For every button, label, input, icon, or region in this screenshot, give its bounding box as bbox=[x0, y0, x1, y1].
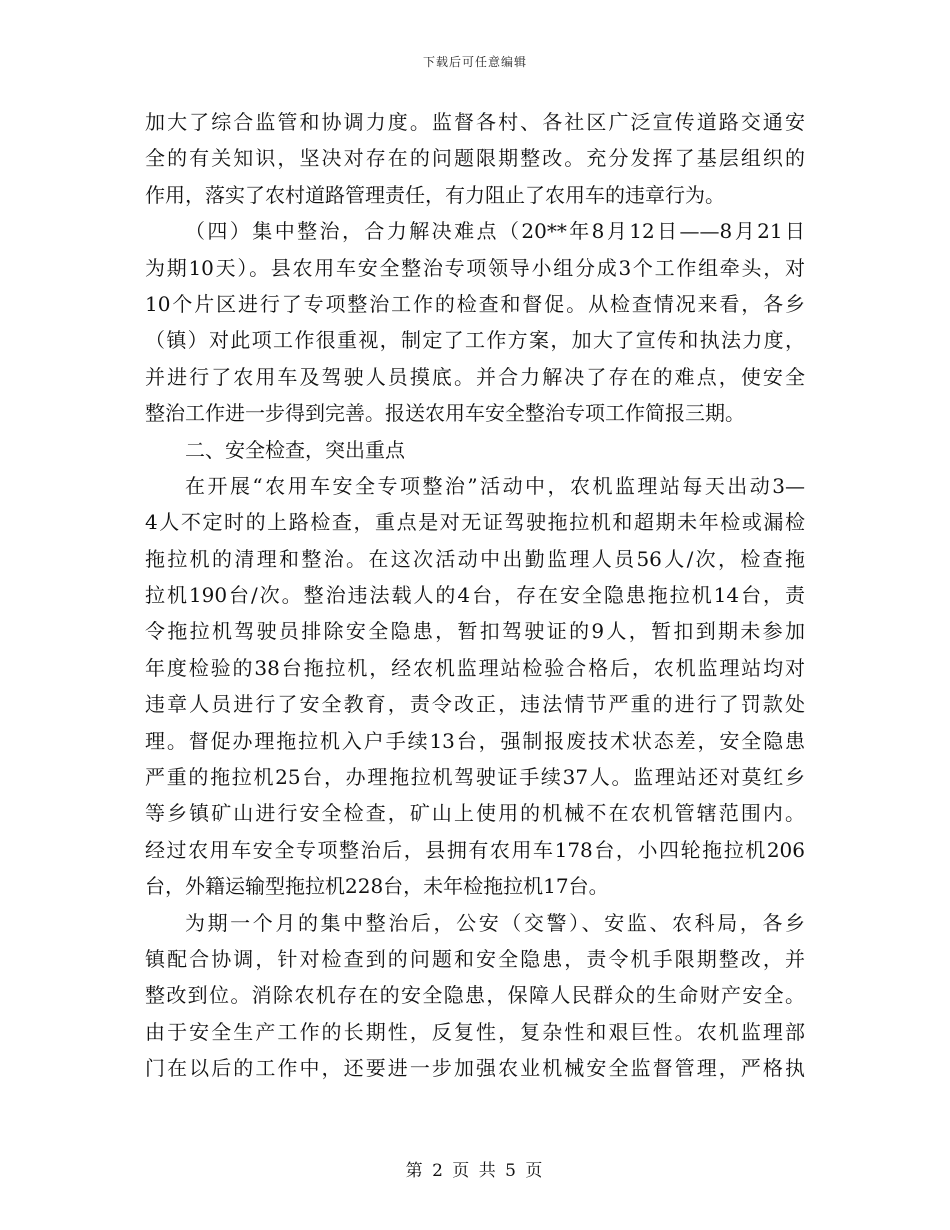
text-line: 为期一个月的集中整治后，公安（交警）、安监、农科局，各乡 bbox=[185, 910, 805, 935]
text-line: 违章人员进行了安全教育，责令改正，违法情节严重的进行了罚款处 bbox=[145, 692, 805, 717]
text-line: （镇）对此项工作很重视，制定了工作方案，加大了宣传和执法力度， bbox=[145, 328, 805, 353]
text-line: 整改到位。消除农机存在的安全隐患，保障人民群众的生命财产安全。 bbox=[145, 983, 805, 1008]
text-line: 在开展“农用车安全专项整治”活动中，农机监理站每天出动3— bbox=[185, 473, 805, 498]
text-line: 等乡镇矿山进行安全检查，矿山上使用的机械不在农机管辖范围内。 bbox=[145, 801, 805, 826]
page-footer: 第 2 页 共 5 页 bbox=[405, 1161, 545, 1181]
text-line: 镇配合协调，针对检查到的问题和安全隐患，责令机手限期整改，并 bbox=[145, 946, 805, 971]
text-line: 为期10天）。县农用车安全整治专项领导小组分成3个工作组牵头，对 bbox=[145, 255, 805, 280]
text-line: 门在以后的工作中，还要进一步加强农业机械安全监督管理，严格执 bbox=[145, 1056, 805, 1081]
page-header: 下载后可任意编辑 bbox=[422, 55, 527, 69]
text-line: 拉机190台/次。整治违法载人的4台，存在安全隐患拖拉机14台，责 bbox=[145, 583, 805, 608]
text-line: 并进行了农用车及驾驶人员摸底。并合力解决了存在的难点，使安全 bbox=[145, 364, 805, 389]
text-line: 作用，落实了农村道路管理责任，有力阻止了农用车的违章行为。 bbox=[145, 182, 725, 207]
text-line: 4人不定时的上路检查，重点是对无证驾驶拖拉机和超期未年检或漏检 bbox=[145, 510, 805, 535]
text-line: 令拖拉机驾驶员排除安全隐患，暂扣驾驶证的9人，暂扣到期未参加 bbox=[145, 619, 805, 644]
text-line: 拖拉机的清理和整治。在这次活动中出勤监理人员56人/次，检查拖 bbox=[145, 546, 805, 571]
text-line: 年度检验的38台拖拉机，经农机监理站检验合格后，农机监理站均对 bbox=[145, 655, 805, 680]
text-line: 加大了综合监管和协调力度。监督各村、各社区广泛宣传道路交通安 bbox=[145, 110, 805, 134]
text-line: 10个片区进行了专项整治工作的检查和督促。从检查情况来看，各乡 bbox=[145, 291, 805, 316]
text-line: 二、安全检查，突出重点 bbox=[185, 437, 405, 462]
text-line: 整治工作进一步得到完善。报送农用车安全整治专项工作简报三期。 bbox=[145, 401, 745, 426]
text-line: （四）集中整治，合力解决难点（20**年8月12日——8月21日 bbox=[185, 219, 805, 244]
body-text bbox=[145, 104, 805, 1087]
text-line: 严重的拖拉机25台，办理拖拉机驾驶证手续37人。监理站还对莫红乡 bbox=[145, 765, 805, 790]
text-line: 经过农用车安全专项整治后，县拥有农用车178台，小四轮拖拉机206 bbox=[145, 837, 805, 862]
text-line: 全的有关知识，坚决对存在的问题限期整改。充分发挥了基层组织的 bbox=[145, 146, 805, 171]
text-line: 由于安全生产工作的长期性，反复性，复杂性和艰巨性。农机监理部 bbox=[145, 1019, 805, 1044]
text-line: 理。督促办理拖拉机入户手续13台，强制报废技术状态差，安全隐患 bbox=[145, 728, 805, 753]
text-line: 台，外籍运输型拖拉机228台，未年检拖拉机17台。 bbox=[145, 874, 609, 899]
